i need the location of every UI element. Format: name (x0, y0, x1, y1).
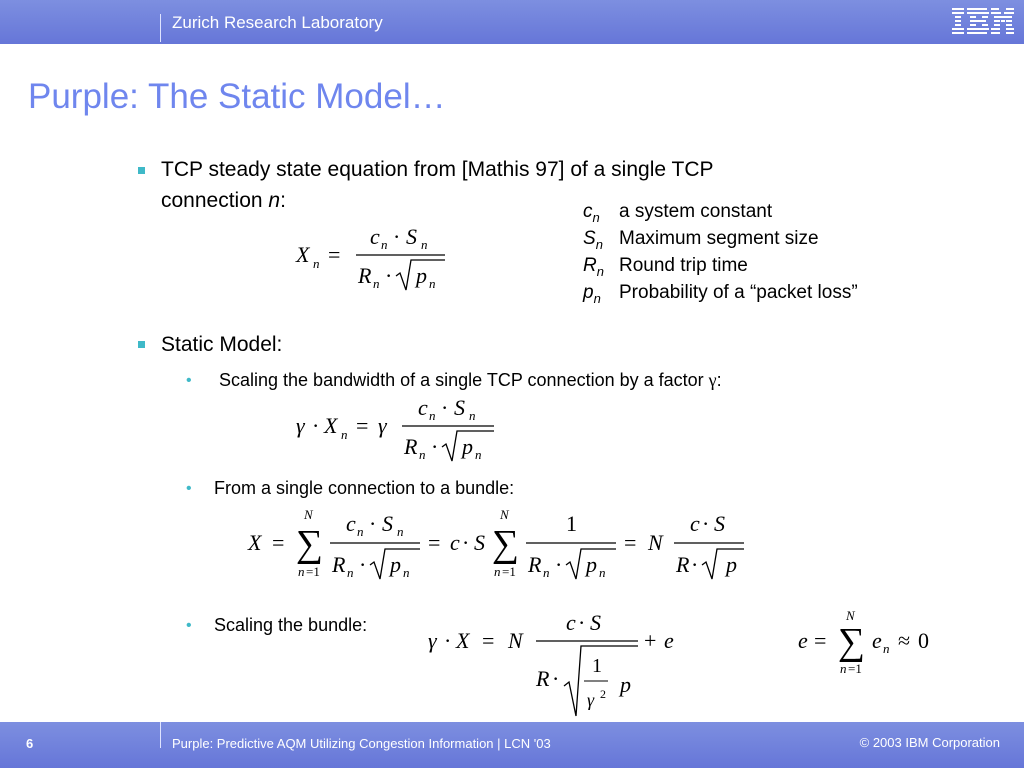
svg-text:n: n (347, 565, 354, 580)
svg-text:∑: ∑ (296, 523, 324, 565)
legend-item: $S_n$ Maximum segment size (583, 228, 819, 252)
svg-text:c: c (450, 530, 460, 555)
svg-text:1: 1 (592, 655, 602, 677)
svg-text:=: = (814, 628, 827, 653)
legend-item: $p_n$ Probability of a “packet loss” (583, 282, 858, 306)
footer-divider (160, 722, 161, 748)
svg-text:p: p (620, 672, 631, 697)
svg-text:n: n (341, 427, 348, 442)
svg-text:·: · (441, 395, 449, 420)
svg-text:2: 2 (600, 687, 606, 701)
svg-text:p: p (726, 552, 737, 577)
svg-text:N: N (846, 608, 855, 623)
svg-text:1: 1 (566, 511, 577, 536)
equation-error-term (794, 607, 939, 679)
svg-text:·: · (359, 552, 367, 577)
svg-text:X: X (456, 628, 470, 653)
svg-text:·: · (431, 434, 439, 459)
bullet-text-line2: connection n: (161, 189, 286, 212)
svg-text:·: · (444, 628, 452, 653)
svg-text:c: c (418, 395, 428, 420)
svg-text:·: · (555, 552, 563, 577)
svg-text:n: n (357, 524, 364, 539)
svg-text:n: n (469, 408, 476, 423)
sub-bullet-dot: • (186, 617, 192, 634)
svg-text:X: X (296, 242, 310, 267)
svg-text:S: S (474, 530, 485, 555)
slide-title: Purple: The Static Model… (28, 77, 446, 116)
svg-text:·: · (578, 610, 586, 635)
footer-bar (0, 722, 1024, 768)
legend-item: $c_n$ a system constant (583, 201, 773, 225)
svg-text:n: n (883, 641, 890, 656)
svg-text:γ: γ (428, 628, 437, 653)
svg-text:e: e (664, 628, 674, 653)
svg-text:=: = (624, 530, 637, 555)
svg-text:n: n (475, 447, 482, 462)
svg-text:=: = (356, 413, 369, 438)
svg-text:∑: ∑ (492, 523, 520, 565)
svg-text:p: p (462, 434, 473, 459)
svg-text:·: · (462, 530, 470, 555)
svg-text:R: R (358, 263, 372, 288)
svg-text:n: n (397, 524, 404, 539)
svg-text:S: S (406, 224, 417, 249)
sub-bullet-dot: • (186, 480, 192, 497)
equation-tcp-throughput (290, 222, 455, 294)
svg-text:·: · (312, 413, 320, 438)
svg-text:S: S (454, 395, 465, 420)
page-number: 6 (26, 736, 34, 751)
svg-text:R: R (404, 434, 418, 459)
svg-text:R: R (332, 552, 346, 577)
variable-legend (583, 201, 858, 309)
svg-text:c: c (370, 224, 380, 249)
svg-text:S: S (382, 511, 393, 536)
svg-text:c: c (346, 511, 356, 536)
bullet-text-line1: TCP steady state equation from [Mathis 97] of a single TCP (161, 158, 714, 181)
svg-text:·: · (702, 511, 710, 536)
copyright: © 2003 IBM Corporation (859, 735, 1000, 750)
svg-text:N: N (500, 507, 509, 522)
svg-text:N: N (304, 507, 313, 522)
svg-text:n: n (298, 564, 305, 579)
svg-text:=1: =1 (306, 564, 320, 579)
svg-text:N: N (648, 530, 663, 555)
svg-text:n: n (494, 564, 501, 579)
svg-text:·: · (369, 511, 377, 536)
svg-text:R: R (676, 552, 690, 577)
header-divider (160, 14, 161, 42)
svg-text:=: = (272, 530, 285, 555)
svg-text:=1: =1 (848, 661, 862, 676)
svg-text:n: n (429, 276, 436, 291)
svg-text:R: R (536, 666, 550, 691)
legend-item: $R_n$ Round trip time (583, 255, 748, 279)
svg-text:·: · (385, 263, 393, 288)
header-bar (0, 0, 1024, 44)
bullet-text-static-model: Static Model: (161, 333, 283, 356)
svg-text:=1: =1 (502, 564, 516, 579)
svg-text:n: n (373, 276, 380, 291)
svg-text:S: S (714, 511, 725, 536)
svg-text:n: n (599, 565, 606, 580)
svg-text:γ: γ (296, 413, 305, 438)
svg-text:n: n (429, 408, 436, 423)
svg-text:=: = (328, 242, 341, 267)
sub-bullet-scaling-single: Scaling the bandwidth of a single TCP connection by a factor γ: (219, 370, 722, 390)
svg-text:∑: ∑ (838, 621, 866, 663)
svg-text:·: · (691, 552, 699, 577)
lab-name: Zurich Research Laboratory (172, 13, 383, 32)
equation-scaled-bundle (424, 606, 694, 722)
svg-text:p: p (416, 263, 427, 288)
svg-text:=: = (482, 628, 495, 653)
svg-text:S: S (590, 610, 601, 635)
svg-text:·: · (393, 224, 401, 249)
bullet-square (138, 341, 145, 348)
sub-bullet-dot: • (186, 372, 192, 389)
footer-text: Purple: Predictive AQM Utilizing Congestion Information | LCN '03 (172, 736, 551, 751)
sub-bullet-bundle: From a single connection to a bundle: (214, 478, 515, 498)
svg-text:c: c (566, 610, 576, 635)
svg-text:X: X (324, 413, 338, 438)
equation-scaled-connection (292, 393, 507, 465)
svg-text:e: e (872, 628, 882, 653)
svg-text:n: n (313, 256, 320, 271)
svg-text:0: 0 (918, 628, 929, 653)
svg-text:c: c (690, 511, 700, 536)
svg-text:R: R (528, 552, 542, 577)
sub-bullet-scaling-bundle: Scaling the bundle: (214, 615, 368, 635)
svg-text:·: · (552, 666, 560, 691)
svg-text:n: n (421, 237, 428, 252)
equation-bundle (244, 506, 754, 588)
ibm-logo (950, 6, 1016, 36)
svg-text:X: X (248, 530, 262, 555)
svg-text:γ: γ (378, 413, 387, 438)
svg-text:n: n (381, 237, 388, 252)
svg-text:n: n (419, 447, 426, 462)
svg-text:p: p (586, 552, 597, 577)
svg-text:N: N (508, 628, 523, 653)
svg-text:p: p (390, 552, 401, 577)
svg-text:e: e (798, 628, 808, 653)
svg-text:n: n (543, 565, 550, 580)
svg-text:γ: γ (587, 690, 595, 710)
svg-text:n: n (403, 565, 410, 580)
bullet-square (138, 167, 145, 174)
svg-text:+: + (644, 628, 657, 653)
svg-text:=: = (428, 530, 441, 555)
svg-text:n: n (840, 661, 847, 676)
svg-text:≈: ≈ (898, 628, 911, 653)
